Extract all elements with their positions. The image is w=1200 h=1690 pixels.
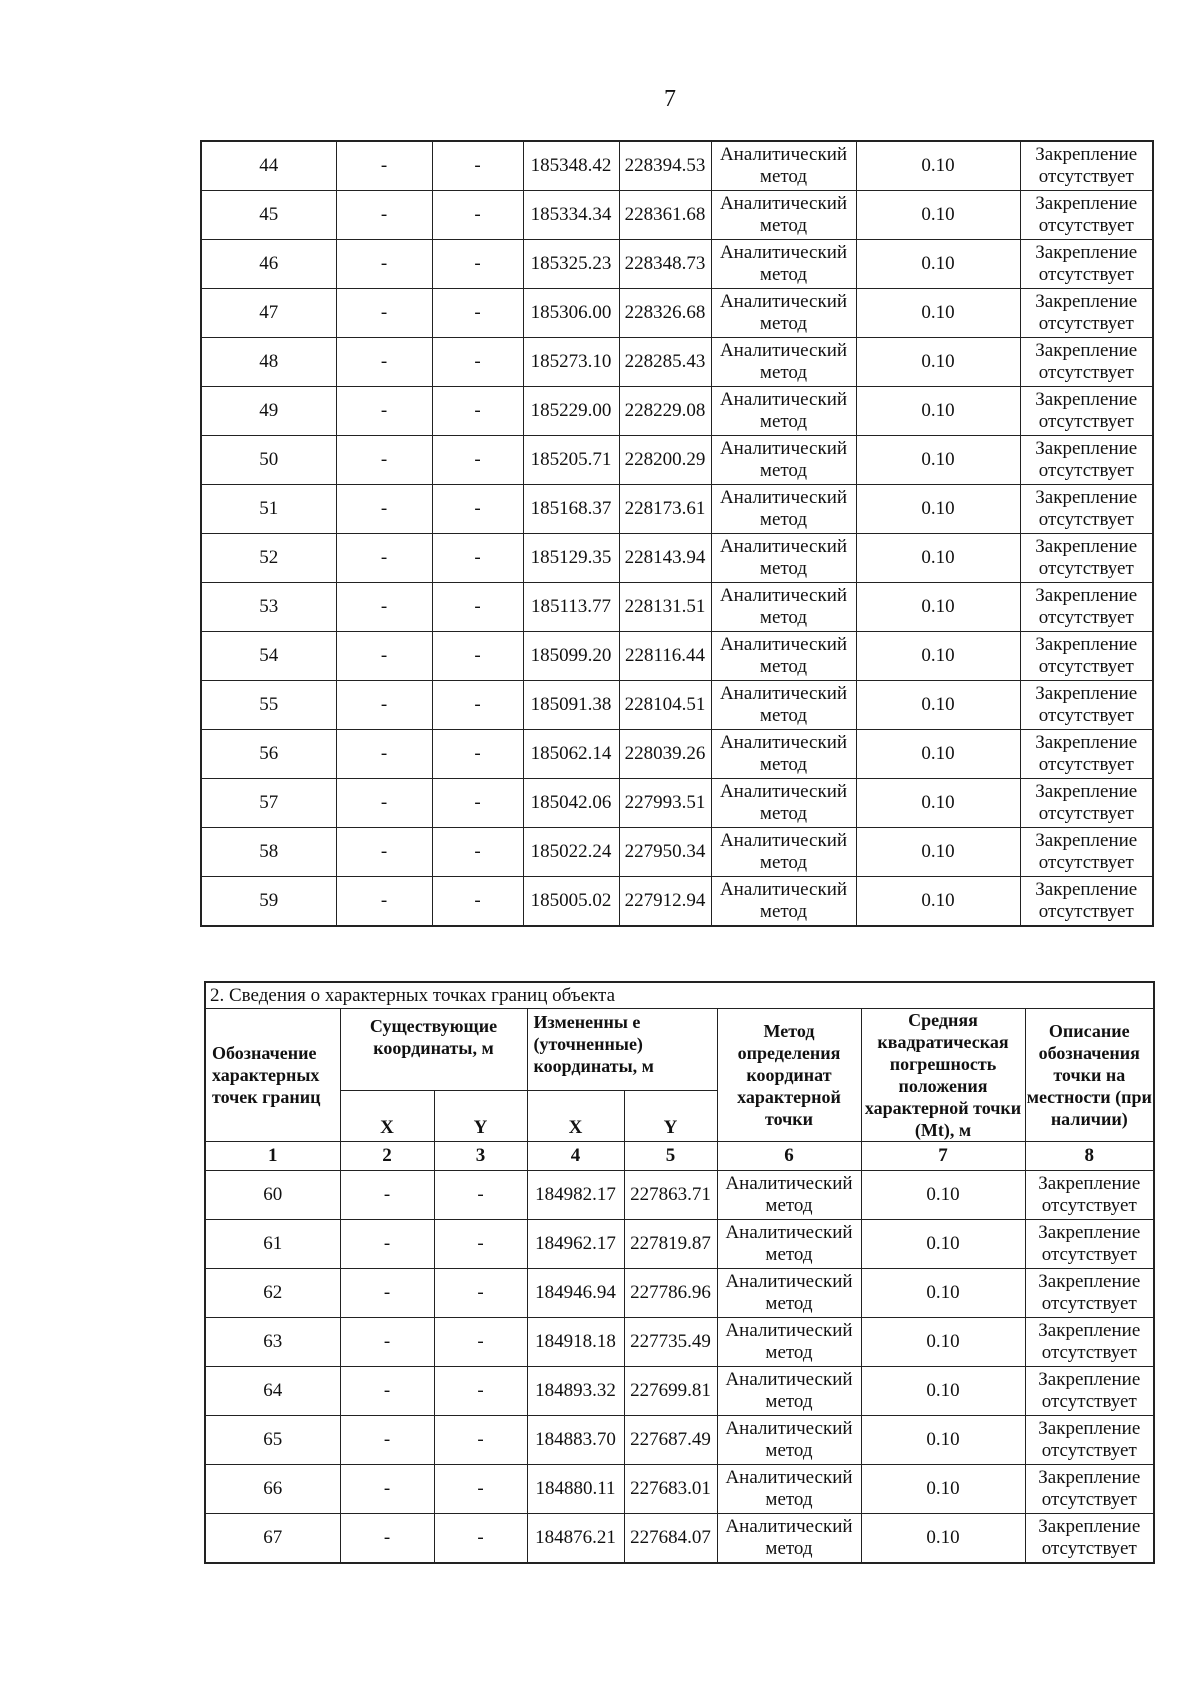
method-cell: Аналитический метод xyxy=(717,1465,861,1514)
changed-y-cell: 228143.94 xyxy=(619,534,711,583)
changed-y-cell: 227683.01 xyxy=(624,1465,717,1514)
method-cell: Аналитический метод xyxy=(717,1514,861,1564)
description-cell: Закрепление отсутствует xyxy=(1020,141,1153,191)
method-cell: Аналитический метод xyxy=(717,1318,861,1367)
changed-y-cell: 227735.49 xyxy=(624,1318,717,1367)
point-cell: 56 xyxy=(201,730,336,779)
method-cell: Аналитический метод xyxy=(711,730,856,779)
changed-x-cell: 184962.17 xyxy=(527,1220,624,1269)
table-row xyxy=(205,1367,1154,1416)
point-cell: 46 xyxy=(201,240,336,289)
existing-x-cell: - xyxy=(336,681,432,730)
method-cell: Аналитический метод xyxy=(711,583,856,632)
existing-x-cell: - xyxy=(340,1220,434,1269)
method-cell: Аналитический метод xyxy=(711,240,856,289)
existing-y-cell: - xyxy=(434,1171,527,1220)
existing-y-cell: - xyxy=(432,387,523,436)
existing-y-cell: - xyxy=(432,338,523,387)
method-cell: Аналитический метод xyxy=(711,681,856,730)
existing-x-cell: - xyxy=(336,289,432,338)
changed-x-cell: 185306.00 xyxy=(523,289,619,338)
error-cell: 0.10 xyxy=(861,1171,1025,1220)
description-cell: Закрепление отсутствует xyxy=(1025,1318,1154,1367)
table-row xyxy=(205,1171,1154,1220)
changed-x-cell: 184880.11 xyxy=(527,1465,624,1514)
point-cell: 53 xyxy=(201,583,336,632)
existing-x-cell: - xyxy=(336,436,432,485)
column-number: 8 xyxy=(1025,1142,1154,1171)
changed-x-cell: 184982.17 xyxy=(527,1171,624,1220)
changed-y-cell: 228326.68 xyxy=(619,289,711,338)
header-designation: Обозначение характерных точек границ xyxy=(205,1009,340,1142)
error-cell: 0.10 xyxy=(856,632,1020,681)
changed-x-cell: 185229.00 xyxy=(523,387,619,436)
description-cell: Закрепление отсутствует xyxy=(1020,632,1153,681)
changed-x-cell: 184883.70 xyxy=(527,1416,624,1465)
description-cell: Закрепление отсутствует xyxy=(1020,387,1153,436)
description-cell: Закрепление отсутствует xyxy=(1020,681,1153,730)
table-row xyxy=(201,141,1153,191)
description-cell: Закрепление отсутствует xyxy=(1020,485,1153,534)
changed-y-cell: 227687.49 xyxy=(624,1416,717,1465)
error-cell: 0.10 xyxy=(861,1514,1025,1564)
changed-y-cell: 228285.43 xyxy=(619,338,711,387)
method-cell: Аналитический метод xyxy=(717,1220,861,1269)
method-cell: Аналитический метод xyxy=(711,779,856,828)
table-row xyxy=(205,1514,1154,1564)
description-cell: Закрепление отсутствует xyxy=(1020,583,1153,632)
existing-y-cell: - xyxy=(434,1416,527,1465)
point-cell: 47 xyxy=(201,289,336,338)
changed-y-cell: 228131.51 xyxy=(619,583,711,632)
changed-y-cell: 227950.34 xyxy=(619,828,711,877)
description-cell: Закрепление отсутствует xyxy=(1020,436,1153,485)
method-cell: Аналитический метод xyxy=(711,534,856,583)
point-cell: 67 xyxy=(205,1514,340,1564)
error-cell: 0.10 xyxy=(856,387,1020,436)
changed-y-cell: 227993.51 xyxy=(619,779,711,828)
existing-x-cell: - xyxy=(340,1465,434,1514)
existing-x-cell: - xyxy=(336,583,432,632)
existing-y-cell: - xyxy=(432,877,523,927)
coordinates-table-continuation xyxy=(200,140,1154,927)
point-cell: 52 xyxy=(201,534,336,583)
existing-x-cell: - xyxy=(340,1367,434,1416)
method-cell: Аналитический метод xyxy=(711,436,856,485)
changed-x-cell: 185205.71 xyxy=(523,436,619,485)
changed-x-cell: 185113.77 xyxy=(523,583,619,632)
existing-x-cell: - xyxy=(336,632,432,681)
changed-x-cell: 185062.14 xyxy=(523,730,619,779)
existing-x-cell: - xyxy=(340,1416,434,1465)
description-cell: Закрепление отсутствует xyxy=(1020,779,1153,828)
changed-x-cell: 185042.06 xyxy=(523,779,619,828)
point-cell: 59 xyxy=(201,877,336,927)
changed-y-cell: 228104.51 xyxy=(619,681,711,730)
table-row xyxy=(201,583,1153,632)
existing-x-cell: - xyxy=(336,191,432,240)
table-row xyxy=(201,681,1153,730)
column-number: 2 xyxy=(340,1142,434,1171)
changed-x-cell: 184946.94 xyxy=(527,1269,624,1318)
description-cell: Закрепление отсутствует xyxy=(1025,1269,1154,1318)
error-cell: 0.10 xyxy=(856,191,1020,240)
table-row xyxy=(205,1416,1154,1465)
existing-y-cell: - xyxy=(434,1220,527,1269)
table2-body xyxy=(205,1171,1154,1564)
existing-x-cell: - xyxy=(336,485,432,534)
point-cell: 44 xyxy=(201,141,336,191)
error-cell: 0.10 xyxy=(861,1416,1025,1465)
error-cell: 0.10 xyxy=(861,1465,1025,1514)
error-cell: 0.10 xyxy=(856,534,1020,583)
header-existing-x: X xyxy=(340,1091,434,1142)
changed-x-cell: 184918.18 xyxy=(527,1318,624,1367)
error-cell: 0.10 xyxy=(856,485,1020,534)
existing-y-cell: - xyxy=(432,730,523,779)
changed-y-cell: 228039.26 xyxy=(619,730,711,779)
header-changed-x: X xyxy=(527,1091,624,1142)
table-row xyxy=(201,387,1153,436)
table-row xyxy=(201,779,1153,828)
existing-y-cell: - xyxy=(432,240,523,289)
point-cell: 61 xyxy=(205,1220,340,1269)
method-cell: Аналитический метод xyxy=(711,485,856,534)
changed-x-cell: 185129.35 xyxy=(523,534,619,583)
changed-y-cell: 227912.94 xyxy=(619,877,711,927)
error-cell: 0.10 xyxy=(856,779,1020,828)
description-cell: Закрепление отсутствует xyxy=(1020,730,1153,779)
table-row xyxy=(201,828,1153,877)
column-number-row xyxy=(205,1142,1154,1171)
description-cell: Закрепление отсутствует xyxy=(1020,338,1153,387)
method-cell: Аналитический метод xyxy=(717,1416,861,1465)
characteristic-points-table xyxy=(204,981,1155,1564)
existing-x-cell: - xyxy=(336,141,432,191)
changed-y-cell: 227819.87 xyxy=(624,1220,717,1269)
method-cell: Аналитический метод xyxy=(711,828,856,877)
header-description: Описание обозначения точки на местности (при наличии) xyxy=(1025,1009,1154,1142)
page-number: 7 xyxy=(664,86,676,112)
point-cell: 62 xyxy=(205,1269,340,1318)
existing-x-cell: - xyxy=(336,240,432,289)
existing-y-cell: - xyxy=(432,583,523,632)
existing-y-cell: - xyxy=(434,1269,527,1318)
table-row xyxy=(205,1465,1154,1514)
header-changed-coords: Измененны е (уточненные) координаты, м xyxy=(527,1009,717,1091)
error-cell: 0.10 xyxy=(856,583,1020,632)
description-cell: Закрепление отсутствует xyxy=(1020,191,1153,240)
table-row xyxy=(205,1269,1154,1318)
description-cell: Закрепление отсутствует xyxy=(1020,289,1153,338)
header-existing-coords: Существующие координаты, м xyxy=(340,1009,527,1091)
changed-y-cell: 228200.29 xyxy=(619,436,711,485)
error-cell: 0.10 xyxy=(856,730,1020,779)
header-existing-y: Y xyxy=(434,1091,527,1142)
error-cell: 0.10 xyxy=(861,1220,1025,1269)
column-number: 1 xyxy=(205,1142,340,1171)
changed-x-cell: 185022.24 xyxy=(523,828,619,877)
column-number: 3 xyxy=(434,1142,527,1171)
table-row xyxy=(205,1220,1154,1269)
existing-y-cell: - xyxy=(432,141,523,191)
existing-y-cell: - xyxy=(434,1465,527,1514)
changed-y-cell: 228394.53 xyxy=(619,141,711,191)
point-cell: 45 xyxy=(201,191,336,240)
existing-x-cell: - xyxy=(336,534,432,583)
changed-x-cell: 185273.10 xyxy=(523,338,619,387)
header-changed-y: Y xyxy=(624,1091,717,1142)
changed-y-cell: 228229.08 xyxy=(619,387,711,436)
description-cell: Закрепление отсутствует xyxy=(1025,1416,1154,1465)
error-cell: 0.10 xyxy=(861,1318,1025,1367)
existing-x-cell: - xyxy=(340,1171,434,1220)
existing-x-cell: - xyxy=(340,1269,434,1318)
existing-x-cell: - xyxy=(336,877,432,927)
error-cell: 0.10 xyxy=(861,1269,1025,1318)
existing-x-cell: - xyxy=(336,338,432,387)
point-cell: 48 xyxy=(201,338,336,387)
changed-x-cell: 185348.42 xyxy=(523,141,619,191)
table-row xyxy=(201,534,1153,583)
description-cell: Закрепление отсутствует xyxy=(1025,1171,1154,1220)
point-cell: 58 xyxy=(201,828,336,877)
existing-y-cell: - xyxy=(432,681,523,730)
description-cell: Закрепление отсутствует xyxy=(1020,534,1153,583)
method-cell: Аналитический метод xyxy=(717,1367,861,1416)
existing-y-cell: - xyxy=(434,1514,527,1564)
error-cell: 0.10 xyxy=(856,877,1020,927)
existing-y-cell: - xyxy=(432,289,523,338)
changed-y-cell: 227786.96 xyxy=(624,1269,717,1318)
existing-y-cell: - xyxy=(432,632,523,681)
changed-y-cell: 227684.07 xyxy=(624,1514,717,1564)
column-number: 5 xyxy=(624,1142,717,1171)
column-number: 7 xyxy=(861,1142,1025,1171)
table-row xyxy=(201,877,1153,927)
point-cell: 49 xyxy=(201,387,336,436)
point-cell: 50 xyxy=(201,436,336,485)
changed-y-cell: 228116.44 xyxy=(619,632,711,681)
error-cell: 0.10 xyxy=(856,828,1020,877)
point-cell: 57 xyxy=(201,779,336,828)
method-cell: Аналитический метод xyxy=(711,877,856,927)
point-cell: 66 xyxy=(205,1465,340,1514)
existing-x-cell: - xyxy=(340,1514,434,1564)
table-caption: 2. Сведения о характерных точках границ объекта xyxy=(205,982,1154,1009)
point-cell: 65 xyxy=(205,1416,340,1465)
point-cell: 63 xyxy=(205,1318,340,1367)
header-error: Средняя квадратическая погрешность положения характерной точки (Mt), м xyxy=(861,1009,1025,1142)
changed-x-cell: 185005.02 xyxy=(523,877,619,927)
table-row xyxy=(201,191,1153,240)
changed-y-cell: 227863.71 xyxy=(624,1171,717,1220)
error-cell: 0.10 xyxy=(856,141,1020,191)
column-number: 6 xyxy=(717,1142,861,1171)
point-cell: 64 xyxy=(205,1367,340,1416)
changed-y-cell: 228361.68 xyxy=(619,191,711,240)
method-cell: Аналитический метод xyxy=(711,387,856,436)
existing-x-cell: - xyxy=(336,387,432,436)
existing-y-cell: - xyxy=(434,1318,527,1367)
method-cell: Аналитический метод xyxy=(711,338,856,387)
error-cell: 0.10 xyxy=(856,338,1020,387)
changed-x-cell: 185325.23 xyxy=(523,240,619,289)
description-cell: Закрепление отсутствует xyxy=(1025,1465,1154,1514)
header-method: Метод определения координат характерной точки xyxy=(717,1009,861,1142)
table-row xyxy=(201,436,1153,485)
error-cell: 0.10 xyxy=(861,1367,1025,1416)
existing-y-cell: - xyxy=(432,779,523,828)
changed-x-cell: 185168.37 xyxy=(523,485,619,534)
existing-y-cell: - xyxy=(432,485,523,534)
method-cell: Аналитический метод xyxy=(717,1171,861,1220)
method-cell: Аналитический метод xyxy=(711,191,856,240)
table-row xyxy=(201,240,1153,289)
table-row xyxy=(201,338,1153,387)
table-row xyxy=(205,1318,1154,1367)
changed-x-cell: 185099.20 xyxy=(523,632,619,681)
error-cell: 0.10 xyxy=(856,240,1020,289)
existing-x-cell: - xyxy=(336,730,432,779)
point-cell: 55 xyxy=(201,681,336,730)
changed-y-cell: 228173.61 xyxy=(619,485,711,534)
error-cell: 0.10 xyxy=(856,436,1020,485)
changed-x-cell: 184893.32 xyxy=(527,1367,624,1416)
existing-x-cell: - xyxy=(340,1318,434,1367)
error-cell: 0.10 xyxy=(856,289,1020,338)
existing-y-cell: - xyxy=(432,828,523,877)
point-cell: 51 xyxy=(201,485,336,534)
existing-y-cell: - xyxy=(434,1367,527,1416)
description-cell: Закрепление отсутствует xyxy=(1025,1367,1154,1416)
table1-body xyxy=(201,141,1153,926)
table-row xyxy=(201,632,1153,681)
changed-x-cell: 185334.34 xyxy=(523,191,619,240)
point-cell: 60 xyxy=(205,1171,340,1220)
table-row xyxy=(201,289,1153,338)
changed-y-cell: 228348.73 xyxy=(619,240,711,289)
description-cell: Закрепление отсутствует xyxy=(1025,1220,1154,1269)
error-cell: 0.10 xyxy=(856,681,1020,730)
column-number: 4 xyxy=(527,1142,624,1171)
method-cell: Аналитический метод xyxy=(717,1269,861,1318)
table-row xyxy=(201,730,1153,779)
description-cell: Закрепление отсутствует xyxy=(1020,240,1153,289)
table-row xyxy=(201,485,1153,534)
description-cell: Закрепление отсутствует xyxy=(1025,1514,1154,1564)
changed-x-cell: 185091.38 xyxy=(523,681,619,730)
method-cell: Аналитический метод xyxy=(711,632,856,681)
existing-x-cell: - xyxy=(336,779,432,828)
changed-x-cell: 184876.21 xyxy=(527,1514,624,1564)
changed-y-cell: 227699.81 xyxy=(624,1367,717,1416)
existing-y-cell: - xyxy=(432,534,523,583)
method-cell: Аналитический метод xyxy=(711,141,856,191)
existing-y-cell: - xyxy=(432,436,523,485)
existing-x-cell: - xyxy=(336,828,432,877)
existing-y-cell: - xyxy=(432,191,523,240)
description-cell: Закрепление отсутствует xyxy=(1020,877,1153,927)
method-cell: Аналитический метод xyxy=(711,289,856,338)
point-cell: 54 xyxy=(201,632,336,681)
description-cell: Закрепление отсутствует xyxy=(1020,828,1153,877)
